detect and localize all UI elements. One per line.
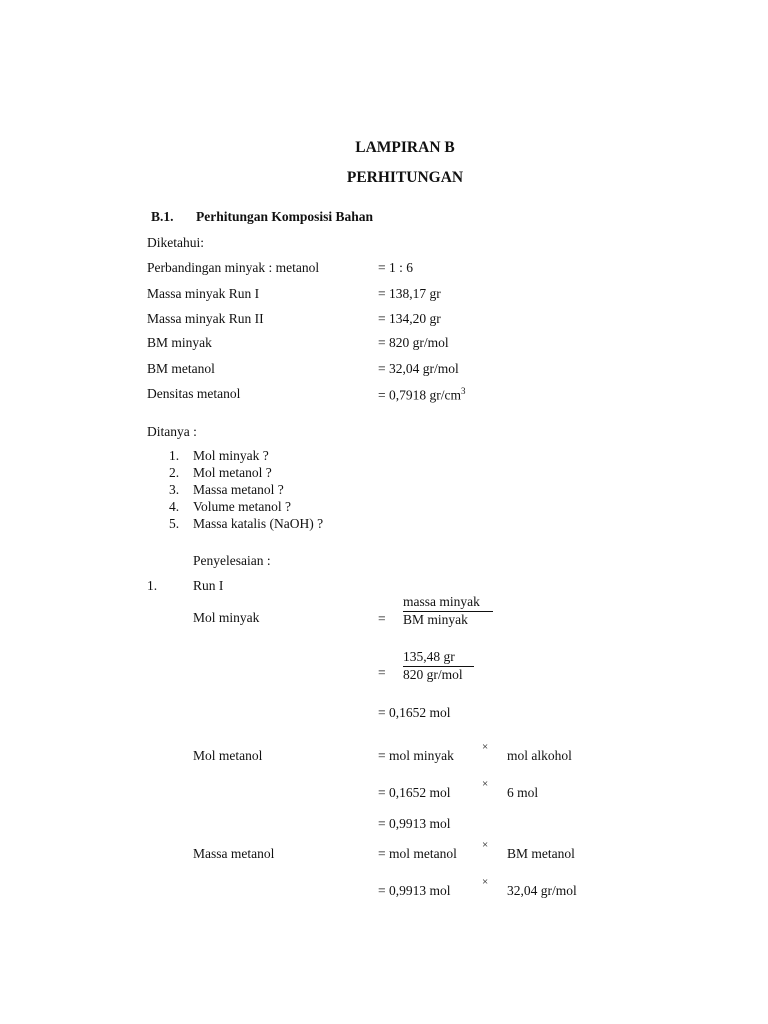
run-number: 1.: [147, 578, 158, 593]
asked-item-text: Mol metanol ?: [193, 465, 272, 480]
asked-item-text: Massa katalis (NaOH) ?: [193, 516, 324, 531]
given-item-value: = 0,7918 $gr/cm^3$: [378, 386, 466, 403]
given-label: Diketahui:: [147, 235, 204, 250]
formula-term: mol alkohol: [507, 748, 572, 763]
page-subtitle: PERHITUNGAN: [346, 169, 464, 186]
massa-metanol-label: Massa metanol: [193, 846, 275, 861]
asked-item-number: 5.: [169, 516, 180, 531]
given-item-name: BM minyak: [147, 335, 212, 350]
formula-term: = mol metanol: [378, 846, 457, 861]
given-item-value: = 1 : 6: [378, 260, 413, 275]
given-item-name: Densitas metanol: [147, 386, 241, 401]
asked-item-number: 1.: [169, 448, 180, 463]
given-item-value: = 32,04 gr/mol: [378, 361, 459, 376]
asked-label: Ditanya :: [147, 424, 197, 439]
given-item-value: = 820 gr/mol: [378, 335, 449, 350]
asked-item-number: 3.: [169, 482, 180, 497]
times-symbol: ×: [482, 876, 489, 888]
mol-metanol-label: Mol metanol: [193, 748, 263, 763]
given-item-name: Massa minyak Run II: [147, 311, 264, 326]
asked-item-text: Massa metanol ?: [193, 482, 284, 497]
equals-sign: =: [378, 611, 386, 626]
formula-term: = 0,1652 mol: [378, 785, 451, 800]
mol-minyak-result: = 0,1652 mol: [378, 705, 451, 720]
fraction-denominator: BM minyak: [403, 612, 468, 627]
fraction-numerator: 135,48 gr: [403, 649, 474, 667]
given-item-name: Perbandingan minyak : metanol: [147, 260, 320, 275]
mol-minyak-label: Mol minyak: [193, 610, 260, 625]
formula-term: = mol minyak: [378, 748, 454, 763]
formula-term: 32,04 gr/mol: [507, 883, 577, 898]
page-title: LAMPIRAN B: [355, 139, 455, 156]
fraction-numerator: massa minyak: [403, 594, 493, 612]
section-number: B.1.: [151, 209, 174, 224]
asked-item-number: 4.: [169, 499, 180, 514]
formula-term: BM metanol: [507, 846, 575, 861]
given-item-value: = 134,20 gr: [378, 311, 441, 326]
mol-metanol-result: = 0,9913 mol: [378, 816, 451, 831]
asked-item-number: 2.: [169, 465, 180, 480]
fraction-denominator: 820 gr/mol: [403, 667, 463, 682]
formula-term: = 0,9913 mol: [378, 883, 451, 898]
section-title: Perhitungan Komposisi Bahan: [196, 209, 374, 224]
superscript: 3: [460, 386, 466, 396]
formula-term: 6 mol: [507, 785, 539, 800]
asked-item-text: Volume metanol ?: [193, 499, 291, 514]
given-item-name: BM metanol: [147, 361, 215, 376]
equals-sign: =: [378, 665, 386, 680]
given-item-name: Massa minyak Run I: [147, 286, 260, 301]
solution-label: Penyelesaian :: [193, 553, 271, 568]
times-symbol: ×: [482, 741, 489, 753]
times-symbol: ×: [482, 778, 489, 790]
asked-item-text: Mol minyak ?: [193, 448, 269, 463]
times-symbol: ×: [482, 839, 489, 851]
given-item-value: = 138,17 gr: [378, 286, 441, 301]
run-label: Run I: [193, 578, 224, 593]
